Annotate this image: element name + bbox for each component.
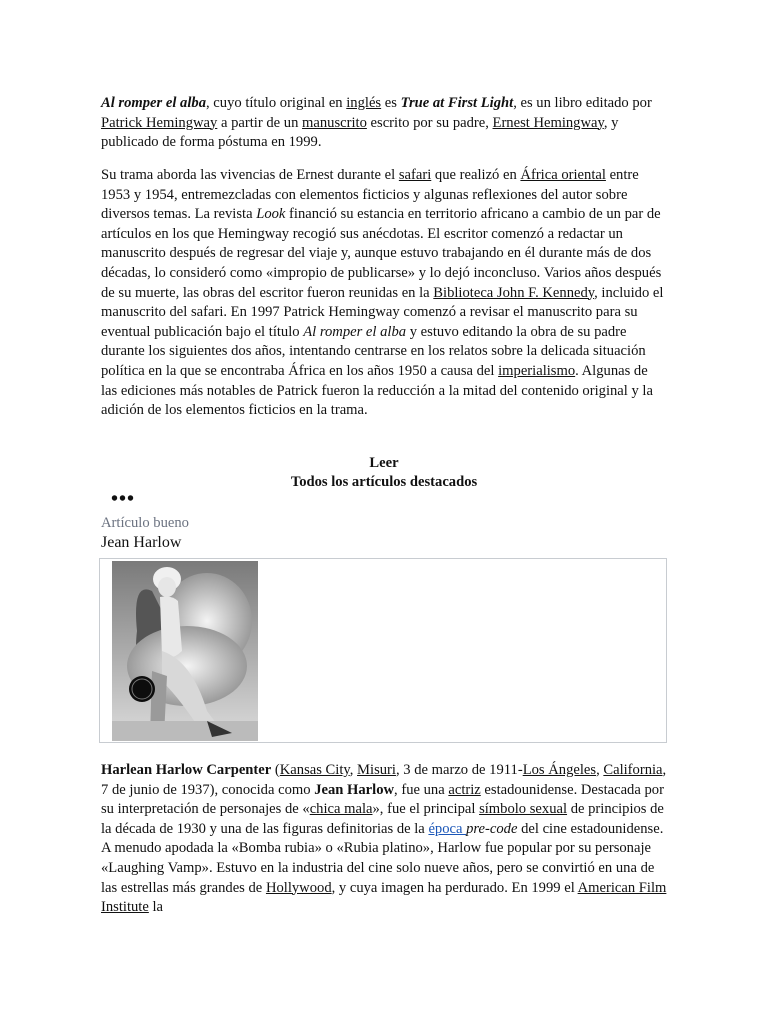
text: , fue una (394, 781, 449, 798)
text: escrito por su padre, (366, 114, 493, 131)
link-ingles[interactable]: inglés (346, 95, 382, 111)
text: . Algunas de las ediciones más notables de Patrick fueron la reducción a la mitad del contenido original y la adición de los elementos ficticios en la trama. (101, 362, 653, 419)
good-article-label: Artículo bueno (101, 515, 189, 531)
harlow-paragraph (101, 761, 667, 918)
text: , (596, 762, 604, 778)
text: ( (271, 762, 280, 778)
text: , incluido el manuscrito del safari. En 1997 Patrick Hemingway comenzó a revisar el manuscrito para su eventual publicación bajo el título (101, 284, 664, 340)
article-title[interactable]: Jean Harlow (101, 534, 182, 551)
link-patrick-hemingway[interactable]: Patrick Hemingway (101, 114, 218, 131)
image-frame (99, 558, 667, 743)
stage-name: Jean Harlow (314, 781, 395, 798)
link-kansas-city[interactable]: Kansas City (279, 762, 350, 778)
all-featured-articles-link[interactable]: Todos los artículos destacados (290, 474, 478, 490)
text: de principios de la década de 1930 y una de las figuras definitorias de la (101, 801, 664, 837)
text: , 3 de marzo de 1911- (395, 762, 523, 778)
text: , es un libro editado por (513, 95, 652, 111)
text: estadounidense. Destacada por su interpretación de personajes de « (101, 781, 664, 818)
text: entre 1953 y 1954, entremezcladas con elementos ficticios y algunas reflexiones del autor sobre diversos temas. La revista (101, 167, 639, 223)
text: a partir de un (217, 114, 303, 131)
link-simbolo-sexual[interactable]: símbolo sexual (479, 801, 568, 818)
magazine-name: Look (256, 206, 286, 223)
original-title: True at First Light (400, 95, 514, 111)
read-link[interactable]: Leer (369, 455, 399, 471)
link-american-film-institute[interactable]: American Film Institute (101, 879, 667, 916)
text: y estuvo editando la obra de su padre durante los siguientes dos años, intentando centrarse en los relatos sobre la delicada situación política en la que se encontraba África en los años 1950 a causa del (101, 323, 646, 379)
link-los-angeles[interactable]: Los Ángeles (522, 762, 597, 778)
link-imperialismo[interactable]: imperialismo (498, 362, 576, 379)
text: », fue el principal (372, 801, 480, 818)
full-name: Harlean Harlow Carpenter (101, 762, 272, 778)
text: financió su estancia en territorio africano a cambio de un par de artículos en los que Hemingway recogió sus anécdotas. El escritor comenzó a redactar un manuscrito después de regresar del viaje y, aunque estuvo trabajando en él durante más de dos décadas, lo consideró como «impropio de publicarse» y lo dejó inconcluso. Varios años después de su muerte, las obras del escritor fueron reunidas en la (101, 206, 662, 301)
link-safari[interactable]: safari (398, 167, 432, 183)
link-epoca[interactable]: época (428, 820, 467, 837)
text: , cuyo título original en (206, 95, 347, 111)
text: , (349, 762, 358, 778)
text: , 7 de junio de 1937), conocida como (101, 762, 667, 798)
link-california[interactable]: California (603, 762, 663, 778)
link-africa-oriental[interactable]: África oriental (520, 167, 606, 183)
more-options-icon[interactable]: ••• (111, 488, 136, 510)
link-misuri[interactable]: Misuri (357, 762, 396, 778)
intro-paragraph-2 (101, 166, 667, 421)
link-manuscrito[interactable]: manuscrito (302, 114, 367, 131)
book-title: Al romper el alba (101, 95, 206, 111)
book-title-italic: Al romper el alba (303, 323, 407, 340)
text: que realizó en (431, 167, 521, 183)
text: es (381, 95, 401, 111)
pre-code-term: pre-code (466, 820, 518, 837)
link-ernest-hemingway[interactable]: Ernest Hemingway (492, 114, 604, 131)
link-biblioteca-kennedy[interactable]: Biblioteca John F. Kennedy (433, 284, 595, 301)
text: , y cuya imagen ha perdurado. En 1999 el (331, 879, 578, 896)
text: Su trama aborda las vivencias de Ernest durante el (101, 167, 399, 183)
link-actriz[interactable]: actriz (448, 781, 481, 798)
link-hollywood[interactable]: Hollywood (265, 879, 332, 896)
text: , y publicado de forma póstuma en 1999. (101, 114, 619, 151)
text: la (148, 899, 164, 916)
text: del cine estadounidense. A menudo apodada la «Bomba rubia» o «Rubia platino», Harlow fue popular por su personaje «Laughing Vamp». Estuvo en la industria del cine solo nueve años, pero se convirtió en una de las estrellas más grandes de (101, 820, 664, 896)
intro-paragraph-1 (101, 94, 667, 153)
link-chica-mala[interactable]: chica mala (309, 801, 373, 818)
jean-harlow-photo[interactable] (112, 561, 258, 741)
